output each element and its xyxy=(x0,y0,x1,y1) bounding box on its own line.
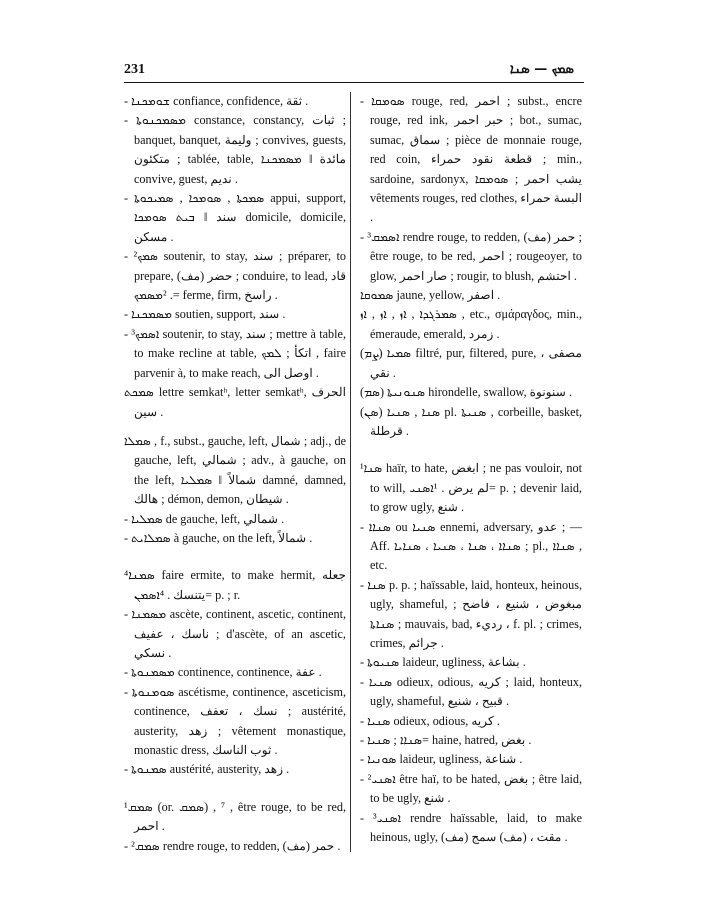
dictionary-entry: (ܣܡ) ܣܢܘܢܝܬܐ hirondelle, swallow, سنونوة . xyxy=(360,385,573,400)
dictionary-entry: - ܡܣܡܢܐ ascète, continent, ascetic, continent, ناسك ، عفيف ; d'ascète, of an ascetic, نسكي . xyxy=(124,607,347,660)
dictionary-entry: - ܣܢܐܐ ou ܣܢܝܐ ennemi, adversary, عدو ; — Aff. ܣܢܐܐ ، ܣܢܐ ، ܣܢܝܐ ، ܣܢܐܝܐ ; pl., ܣܢܐܐ , etc. xyxy=(360,519,583,573)
dictionary-entry: - ³ܐܣܢܝ rendre haïssable, laid, to make heinous, ugly, (مف) مقت ، (مف) سمج . xyxy=(360,810,582,845)
dictionary-entry: ⁴ܣܡܢܐ faire ermite, to make hermit, جعله يتنسك . ⁴ܐܣܡܢ= p. ; r. xyxy=(124,568,346,602)
page-number: 231 xyxy=(124,62,145,77)
dictionary-entry: - ܣܡܢܘܬܐ austérité, austerity, زهد . xyxy=(124,762,290,777)
header-rule xyxy=(124,82,584,83)
dictionary-entry: ܣܡܪܓܕܐ , ܐܙ , ܐܙ , ܐܙ , etc., σμάραγδος, min., émeraude, emerald, زمرد . xyxy=(360,307,582,341)
dictionary-entry: ¹ܣܢܐ haïr, to hate, ابغض ; ne pas vouloir, not to will, لم يرض . ¹ܐܣܢܝ= p. ; devenir laid, to grow ugly, شنع . xyxy=(360,461,582,515)
running-head: ܣܡܟ — ܣܢܐ xyxy=(509,62,574,77)
dictionary-entry: ܣܡܘܩܐ jaune, yellow, اصفر . xyxy=(360,288,501,303)
dictionary-entry: ܣܡܠܐ , f., subst., gauche, left, شمال ; adj., de gauche, left, شمالي ; adv., à gauche, on the left, شمالاً ‖ ܣܡܠܝܐ damné, damned, هالك ; démon, demon, شيطان . xyxy=(124,433,346,507)
left-column xyxy=(124,92,346,856)
dictionary-entry: - ܣܢܝܐ odieux, odious, كريه . xyxy=(360,713,500,728)
column-divider xyxy=(350,92,351,852)
dictionary-entry: - ܡܣܡܟܢܐ soutien, support, سند . xyxy=(124,307,286,322)
dictionary-entry: ¹ܣܡܩ (or. ܣܡܩ) , ⁷ , être rouge, to be red, احمر . xyxy=(124,799,346,834)
dictionary-entry: - ܣܘܡܩܐ rouge, red, احمر ; subst., encre rouge, red ink, حبر احمر ; bot., sumac, sumac, سماق ; pièce de monnaie rouge, red coin, قطعة نقود حمراء ; min., sardoine, sardonyx, يشب احمر ; ܣܘܡܩܐ vêtements rouges, red clothes, البسة حمراء . xyxy=(360,94,583,225)
dictionary-entry: - ³ܐܣܡܩ rendre rouge, to redden, (مف) حمر ; être rouge, to be red, احمر ; rougeoyer, to glow, صار احمر ; rougir, to blush, احتشم . xyxy=(360,229,583,283)
dictionary-entry: (ܨܡ) ܣܡܝܐ filtré, pur, filtered, pure, مصفى ، نقي . xyxy=(360,346,582,380)
dictionary-entry: - ܣܡܟܬܐ , ܣܘܡܟܐ , ܣܡܝܟܘܬܐ appui, support, سند ‖ ܒܝܬ ܣܘܡܟܐ domicile, domicile, مسكن . xyxy=(124,191,347,244)
dictionary-entry: - ܣܘܢܝܐ laideur, ugliness, شناعة . xyxy=(360,752,523,767)
dictionary-entry: - ܡܣܡܢܘܬܐ continence, continence, عفة . xyxy=(124,665,322,680)
dictionary-entry: (ܣܢ) ܣܢܐ , ܣܢܝܐ pl. ܣܢܝܬܐ , corbeille, basket, قرطلة . xyxy=(360,404,582,438)
dictionary-entry: - ܣܡܠܐܝܬ à gauche, on the left, شمالاً . xyxy=(124,530,313,545)
dictionary-entry: - ²ܣܡܟ soutenir, to stay, سند ; préparer, to prepare, (مف) حضر ; conduire, to lead, قاد . ²ܡܣܡܟ= ferme, firm, راسخ . xyxy=(124,249,347,303)
dictionary-entry: - ܡܣܡܟܢܘܬܐ constance, constancy, ثبات ; banquet, banquet, وليمة ; convives, guests, متكئون ; tablée, table, مائدة ‖ ܡܣܡܟܢܐ convive, guest, نديم . xyxy=(124,113,347,186)
dictionary-entry: - ܣܢܝܘܬܐ laideur, ugliness, بشاعة . xyxy=(360,655,526,670)
right-column xyxy=(360,92,582,847)
dictionary-entry: - ܣܡܠܝܐ de gauche, left, شمالي . xyxy=(124,511,285,526)
dictionary-entry: - ܫܘܡܟܢܐ confiance, confidence, ثقة . xyxy=(124,94,309,108)
dictionary-entry: ܣܡܟܬ lettre semkatʰ, letter semkatʰ, الحرف سين . xyxy=(124,385,346,419)
dictionary-entry: - ܣܢܝܐ odieux, odious, كريه ; laid, honteux, ugly, shameful, قبيح ، شنيع . xyxy=(360,674,583,709)
dictionary-entry: - ܣܢܐܐ ; ܣܢܝܐ= haine, hatred, بغض . xyxy=(360,733,532,747)
dictionary-entry: - ܣܢܐ p. p. ; haïssable, laid, honteux, heinous, ugly, shameful, مبغوض ، شنيع ، فاضح ; ܣܢܐܬܐ ; mauvais, bad, رديء ، f. pl. ; crimes, crimes, جرائم . xyxy=(360,577,582,650)
dictionary-entry: - ³ܐܣܡܟ soutenir, to stay, سند ; mettre à table, to make recline at table, اتكأ ; ܠܡܟ , faire parvenir à, to make reach, اوصل الى . xyxy=(124,326,346,380)
dictionary-entry: - ²ܣܡܩ rendre rouge, to redden, (مف) حمر . xyxy=(124,838,341,853)
dictionary-entry: - ܣܘܡܢܘܬܐ ascétisme, continence, asceticism, continence, نسك ، تعفف ; austérité, austerity, زهد ; vêtement monastique, monastic dress, ثوب الناسك . xyxy=(124,684,346,757)
dictionary-entry: - ²ܐܣܢܝ être haï, to be hated, بغض ; être laid, to be ugly, شنع . xyxy=(360,771,582,806)
